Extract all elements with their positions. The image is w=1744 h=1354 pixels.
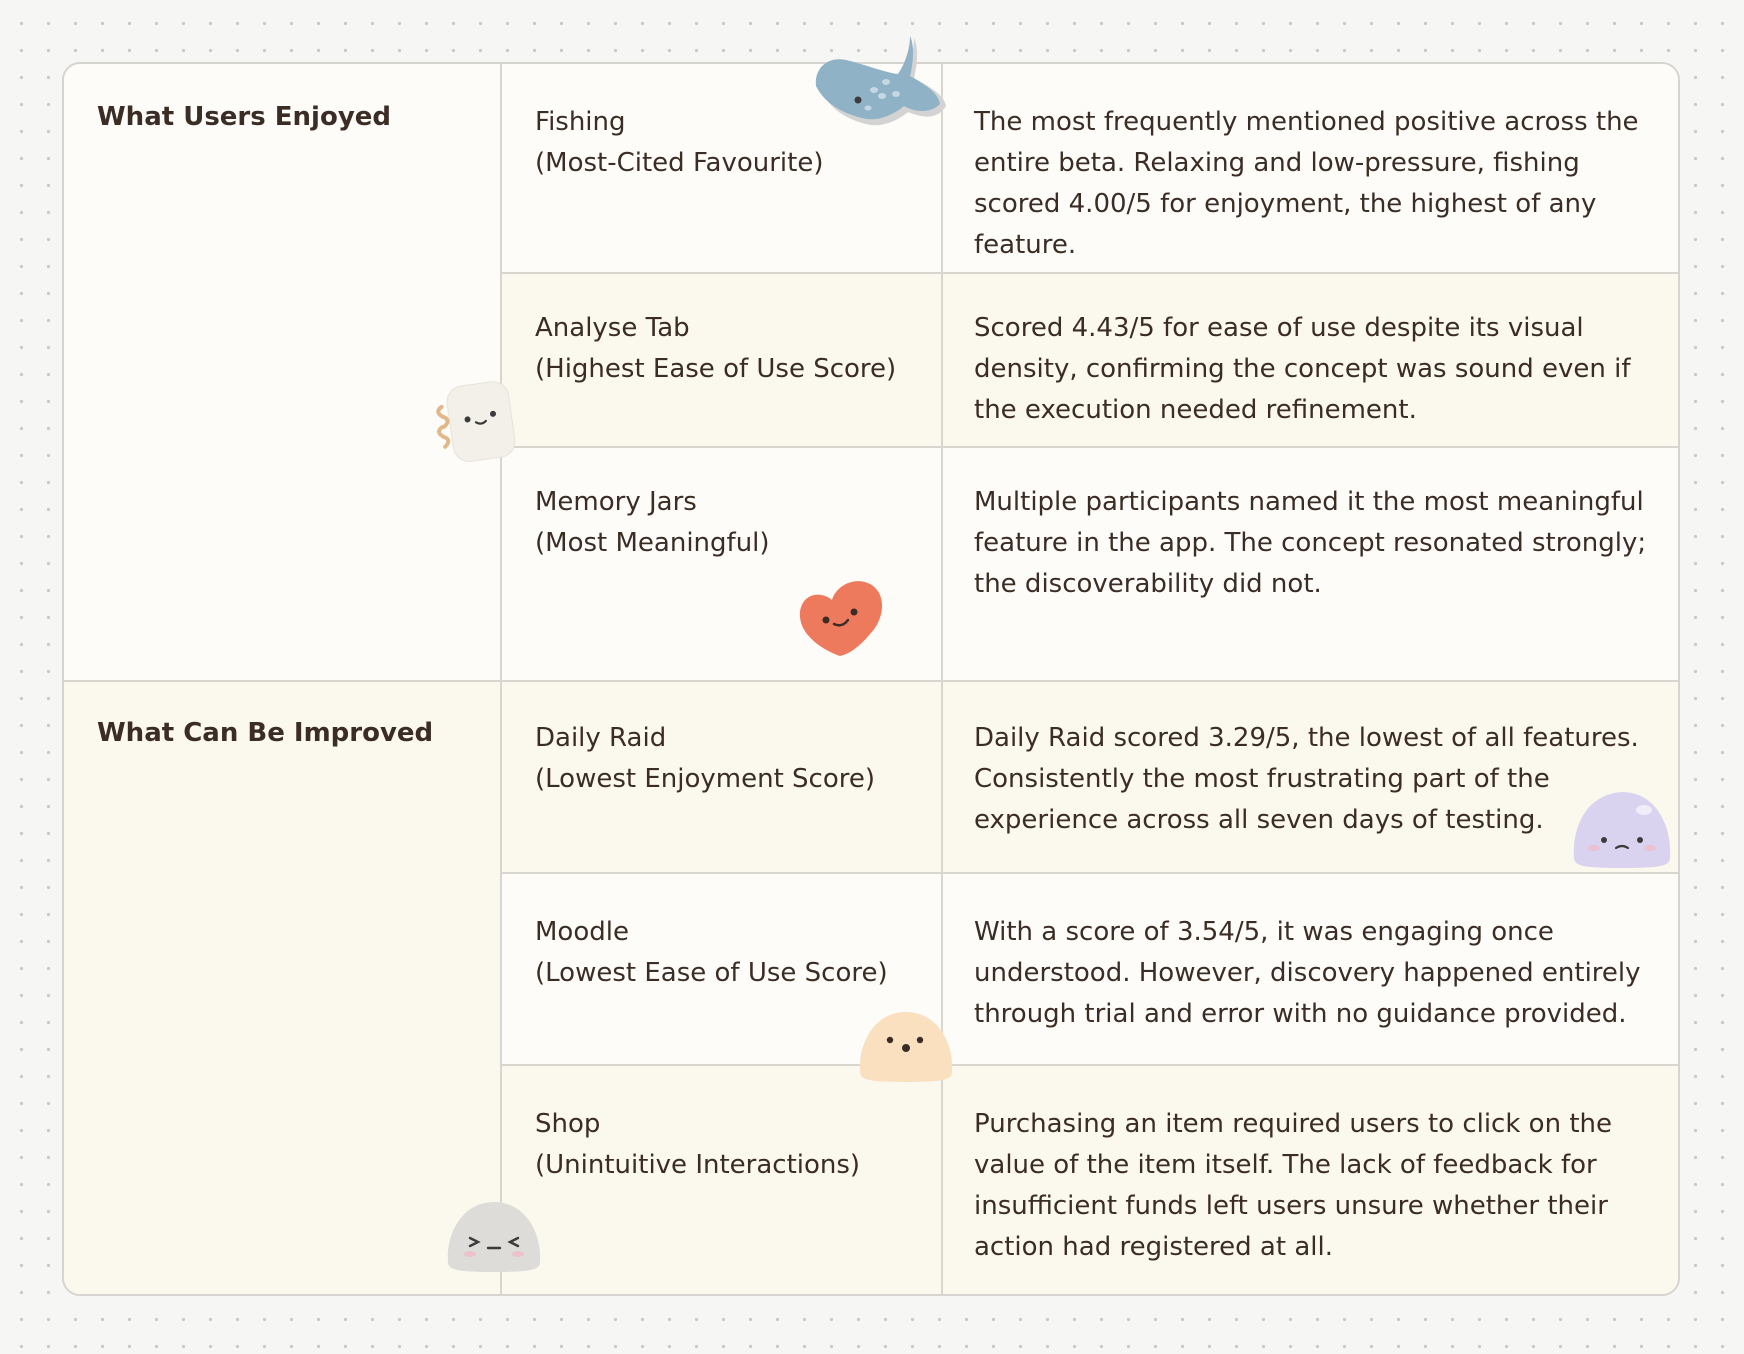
column-divider [941, 64, 943, 1294]
table-row [500, 682, 1678, 872]
feature-tag: (Most Meaningful) [535, 528, 770, 558]
description-cell: Scored 4.43/5 for ease of use despite its visual density, confirming the concept was sound even if the execution needed refinement. [974, 313, 1631, 425]
feature-cell [535, 718, 875, 800]
description-cell: Purchasing an item required users to click on the value of the item itself. The lack of feedback for insufficient funds left users unsure whether their action had registered at all. [974, 1109, 1612, 1262]
feature-name: Moodle [535, 917, 629, 947]
feature-tag: (Most-Cited Favourite) [535, 148, 824, 178]
description-cell: Daily Raid scored 3.29/5, the lowest of all features. Consistently the most frustrating part of the experience across all seven days of testing. [974, 723, 1639, 835]
notebook-icon [428, 372, 528, 472]
table-row [500, 872, 1678, 1064]
feature-tag: (Unintuitive Interactions) [535, 1150, 861, 1180]
table-row [500, 446, 1678, 680]
group-improve [64, 680, 1678, 1296]
feature-cell [535, 308, 896, 390]
purple-blob-icon [1568, 782, 1676, 870]
description-cell: Multiple participants named it the most meaningful feature in the app. The concept resonated strongly; the discoverability did not. [974, 487, 1647, 599]
table-row [500, 1064, 1678, 1296]
column-divider [500, 64, 502, 1294]
feature-tag: (Lowest Ease of Use Score) [535, 958, 888, 988]
group-title: What Users Enjoyed [97, 102, 392, 132]
stingray-icon [810, 32, 950, 144]
feedback-table [62, 62, 1680, 1296]
feature-name: Shop [535, 1109, 601, 1139]
feature-tag: (Lowest Enjoyment Score) [535, 764, 875, 794]
feature-cell [535, 1104, 860, 1186]
group-title: What Can Be Improved [97, 718, 434, 748]
feature-cell [535, 102, 823, 184]
table-row [500, 272, 1678, 446]
feature-cell [535, 482, 770, 564]
description-cell: With a score of 3.54/5, it was engaging once understood. However, discovery happened entirely through trial and error with no guidance provided. [974, 917, 1641, 1029]
peach-blob-icon [856, 1004, 956, 1084]
feature-name: Analyse Tab [535, 313, 690, 343]
table-row [500, 64, 1678, 272]
feature-name: Memory Jars [535, 487, 697, 517]
description-cell: The most frequently mentioned positive across the entire beta. Relaxing and low-pressure, fishing scored 4.00/5 for enjoyment, the highest of any feature. [974, 107, 1639, 260]
grey-blob-icon [444, 1194, 544, 1274]
feature-tag: (Highest Ease of Use Score) [535, 354, 897, 384]
heart-icon [792, 572, 892, 662]
feature-name: Fishing [535, 107, 626, 137]
feature-name: Daily Raid [535, 723, 667, 753]
feature-cell [535, 912, 888, 994]
